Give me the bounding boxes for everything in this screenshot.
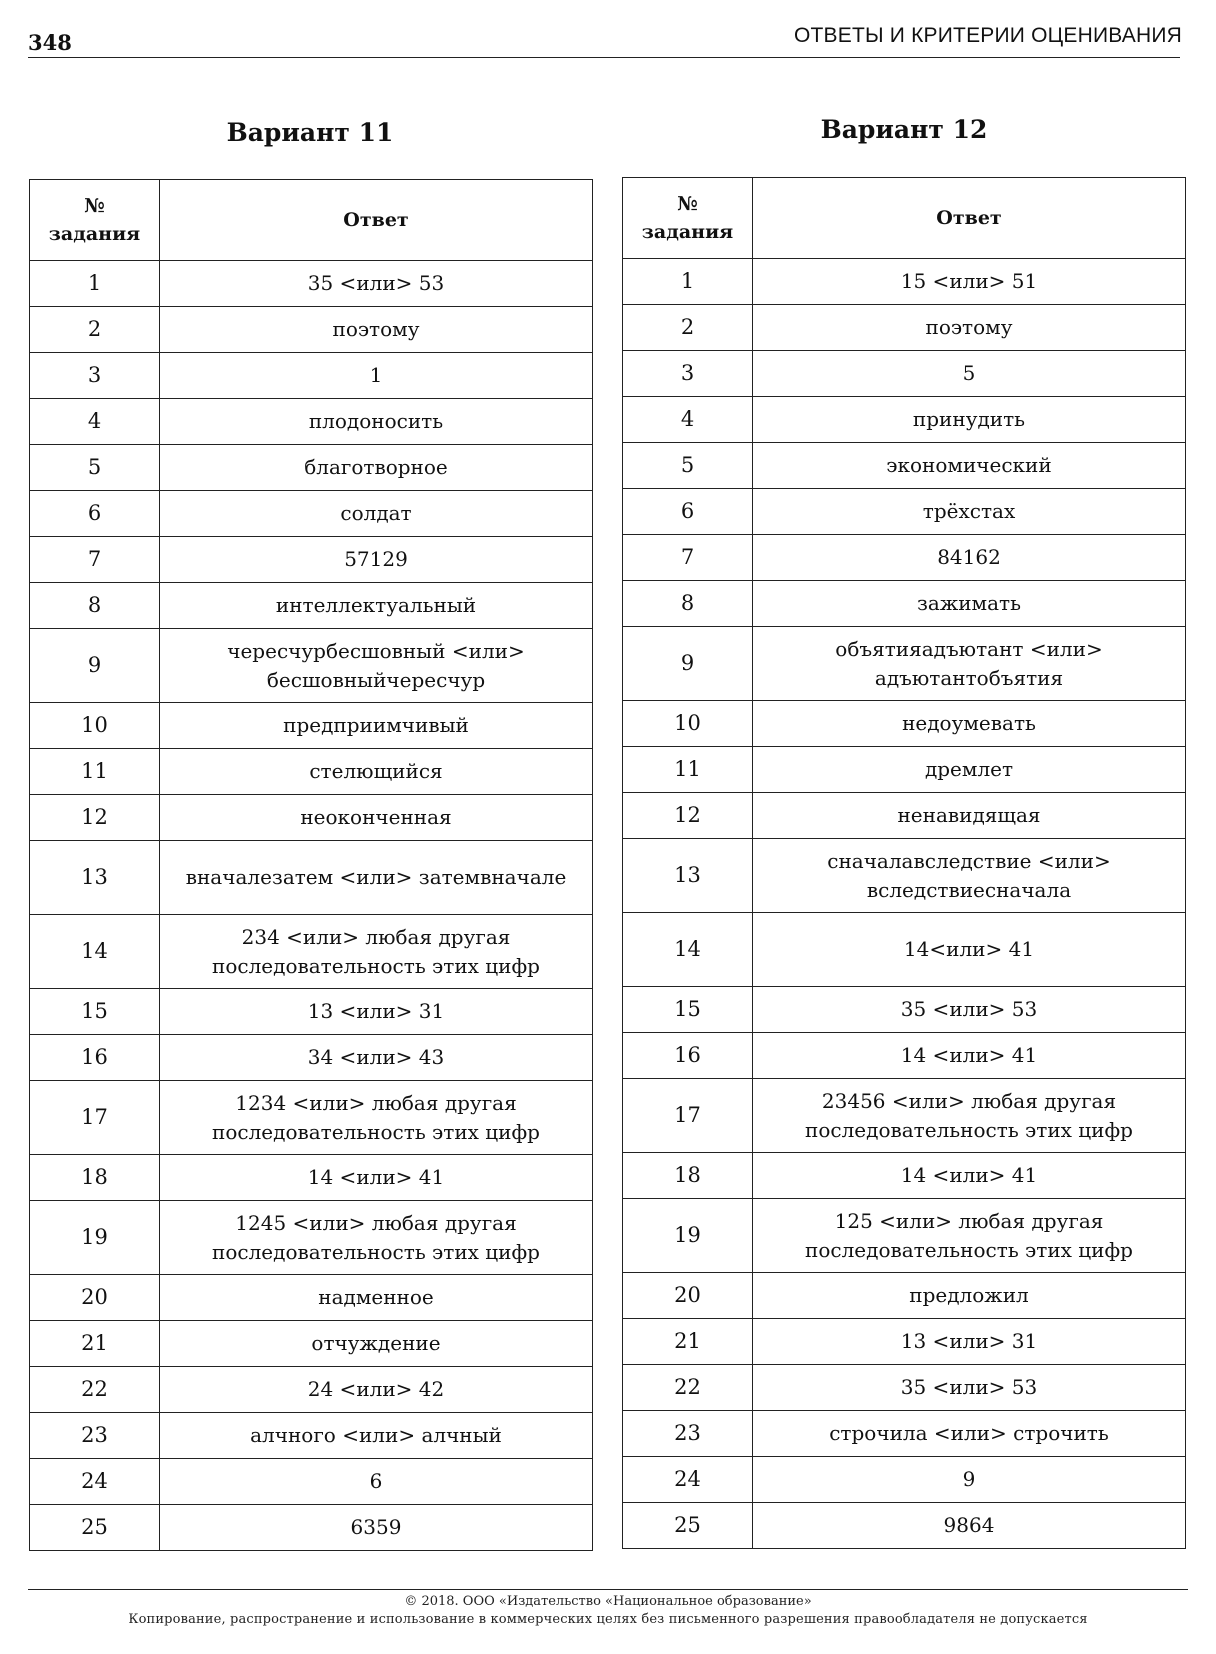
answer-cell: поэтому <box>753 305 1186 351</box>
task-number-cell: 24 <box>623 1457 753 1503</box>
table-row <box>30 915 593 989</box>
table-row <box>623 627 1186 701</box>
answer-cell: плодоносить <box>160 399 593 445</box>
variant-11-rows <box>30 261 593 1551</box>
task-number-header: № задания <box>30 180 160 261</box>
answer-cell: ненавидящая <box>753 793 1186 839</box>
table-row <box>30 537 593 583</box>
answer-cell: строчила <или> строчить <box>753 1411 1186 1457</box>
task-number-cell: 3 <box>623 351 753 397</box>
answer-cell: отчуждение <box>160 1321 593 1367</box>
answer-cell: 84162 <box>753 535 1186 581</box>
task-number-header: № задания <box>623 178 753 259</box>
task-number-cell: 16 <box>623 1033 753 1079</box>
variant-12-title: Вариант 12 <box>820 115 988 144</box>
table-row <box>30 841 593 915</box>
page-number: 348 <box>28 30 72 55</box>
task-number-cell: 18 <box>623 1153 753 1199</box>
task-number-cell: 1 <box>30 261 160 307</box>
answer-cell: принудить <box>753 397 1186 443</box>
answer-cell: сначалавследствие <или> вследствиесначала <box>753 839 1186 913</box>
table-row <box>623 305 1186 351</box>
table-row <box>623 259 1186 305</box>
task-number-cell: 21 <box>623 1319 753 1365</box>
task-number-cell: 6 <box>30 491 160 537</box>
answer-cell: 34 <или> 43 <box>160 1035 593 1081</box>
answer-cell: надменное <box>160 1275 593 1321</box>
answer-cell: 1234 <или> любая другая последовательность этих цифр <box>160 1081 593 1155</box>
answer-cell: предприимчивый <box>160 703 593 749</box>
task-number-cell: 14 <box>623 913 753 987</box>
task-number-cell: 15 <box>623 987 753 1033</box>
table-row <box>623 535 1186 581</box>
answer-cell: 13 <или> 31 <box>753 1319 1186 1365</box>
table-row <box>30 307 593 353</box>
table-row <box>30 1155 593 1201</box>
answer-cell: дремлет <box>753 747 1186 793</box>
task-number-cell: 20 <box>623 1273 753 1319</box>
answer-header: Ответ <box>753 178 1186 259</box>
task-number-cell: 1 <box>623 259 753 305</box>
answer-cell: 6 <box>160 1459 593 1505</box>
table-row <box>30 1275 593 1321</box>
answer-cell: чересчурбесшовный <или> бесшовныйчересчур <box>160 629 593 703</box>
table-row <box>623 1411 1186 1457</box>
table-row <box>623 1199 1186 1273</box>
task-number-cell: 11 <box>623 747 753 793</box>
task-number-cell: 3 <box>30 353 160 399</box>
task-number-cell: 13 <box>30 841 160 915</box>
variant-12-answer-table <box>622 177 1186 1549</box>
footer-rule <box>28 1589 1188 1590</box>
answer-cell: 6359 <box>160 1505 593 1551</box>
answer-cell: 125 <или> любая другая последовательность этих цифр <box>753 1199 1186 1273</box>
table-row <box>623 581 1186 627</box>
answer-cell: 14 <или> 41 <box>753 1153 1186 1199</box>
task-number-cell: 11 <box>30 749 160 795</box>
task-number-cell: 7 <box>623 535 753 581</box>
task-number-cell: 24 <box>30 1459 160 1505</box>
header-rule <box>28 57 1180 58</box>
answer-cell: недоумевать <box>753 701 1186 747</box>
table-row <box>623 1457 1186 1503</box>
answer-cell: интеллектуальный <box>160 583 593 629</box>
table-row <box>30 1035 593 1081</box>
task-number-cell: 16 <box>30 1035 160 1081</box>
task-number-cell: 2 <box>623 305 753 351</box>
table-row <box>30 1081 593 1155</box>
answer-cell: благотворное <box>160 445 593 491</box>
answer-cell: 234 <или> любая другая последовательность этих цифр <box>160 915 593 989</box>
table-row <box>30 353 593 399</box>
table-row <box>30 1321 593 1367</box>
footer-notice: Копирование, распространение и использование в коммерческих целях без письменного разрешения правообладателя не допускается <box>128 1612 1088 1627</box>
table-row <box>30 1201 593 1275</box>
task-number-cell: 20 <box>30 1275 160 1321</box>
variant-12-rows <box>623 259 1186 1549</box>
table-row <box>30 749 593 795</box>
table-row <box>623 397 1186 443</box>
task-number-cell: 5 <box>623 443 753 489</box>
variant-11-answer-table <box>29 179 593 1551</box>
task-number-cell: 18 <box>30 1155 160 1201</box>
task-number-cell: 10 <box>623 701 753 747</box>
table-row <box>623 701 1186 747</box>
answer-cell: неоконченная <box>160 795 593 841</box>
table-row <box>30 1459 593 1505</box>
task-number-cell: 10 <box>30 703 160 749</box>
table-row <box>623 1079 1186 1153</box>
answer-cell: 1245 <или> любая другая последовательность этих цифр <box>160 1201 593 1275</box>
table-row <box>623 1365 1186 1411</box>
answer-cell: 35 <или> 53 <box>160 261 593 307</box>
answer-cell: алчного <или> алчный <box>160 1413 593 1459</box>
answer-header: Ответ <box>160 180 593 261</box>
task-number-cell: 17 <box>623 1079 753 1153</box>
task-number-cell: 5 <box>30 445 160 491</box>
table-row <box>623 793 1186 839</box>
task-number-cell: 21 <box>30 1321 160 1367</box>
answer-cell: 14 <или> 41 <box>753 1033 1186 1079</box>
answer-cell: зажимать <box>753 581 1186 627</box>
table-row <box>623 443 1186 489</box>
answer-cell: 57129 <box>160 537 593 583</box>
answer-cell: экономический <box>753 443 1186 489</box>
task-number-cell: 12 <box>623 793 753 839</box>
table-row <box>623 1503 1186 1549</box>
task-number-cell: 7 <box>30 537 160 583</box>
variant-11-title: Вариант 11 <box>226 118 394 147</box>
answer-cell: 9864 <box>753 1503 1186 1549</box>
table-row <box>30 1505 593 1551</box>
task-number-cell: 25 <box>30 1505 160 1551</box>
table-row <box>623 747 1186 793</box>
task-number-cell: 15 <box>30 989 160 1035</box>
table-row <box>30 261 593 307</box>
task-number-cell: 9 <box>623 627 753 701</box>
task-number-cell: 23 <box>623 1411 753 1457</box>
task-number-cell: 8 <box>30 583 160 629</box>
table-row <box>623 1273 1186 1319</box>
answer-cell: стелющийся <box>160 749 593 795</box>
answer-cell: 13 <или> 31 <box>160 989 593 1035</box>
task-number-cell: 25 <box>623 1503 753 1549</box>
task-number-cell: 6 <box>623 489 753 535</box>
task-number-cell: 8 <box>623 581 753 627</box>
task-number-cell: 19 <box>30 1201 160 1275</box>
answer-cell: 9 <box>753 1457 1186 1503</box>
table-row <box>623 1153 1186 1199</box>
task-number-cell: 13 <box>623 839 753 913</box>
answer-cell: объятияадъютант <или> адъютантобъятия <box>753 627 1186 701</box>
answer-cell: 24 <или> 42 <box>160 1367 593 1413</box>
footer-copyright: © 2018. ООО «Издательство «Национальное образование» <box>404 1594 812 1609</box>
table-row <box>623 489 1186 535</box>
table-header-row <box>623 178 1186 259</box>
table-row <box>30 629 593 703</box>
table-row <box>623 351 1186 397</box>
table-header-row <box>30 180 593 261</box>
table-row <box>30 445 593 491</box>
table-row <box>30 703 593 749</box>
answer-cell: поэтому <box>160 307 593 353</box>
task-number-cell: 9 <box>30 629 160 703</box>
task-number-cell: 12 <box>30 795 160 841</box>
answer-cell: 15 <или> 51 <box>753 259 1186 305</box>
table-row <box>623 1319 1186 1365</box>
task-number-cell: 4 <box>30 399 160 445</box>
task-number-cell: 2 <box>30 307 160 353</box>
task-number-cell: 14 <box>30 915 160 989</box>
table-row <box>30 1413 593 1459</box>
task-number-cell: 17 <box>30 1081 160 1155</box>
answer-cell: солдат <box>160 491 593 537</box>
answer-cell: 14<или> 41 <box>753 913 1186 987</box>
answer-cell: 23456 <или> любая другая последовательность этих цифр <box>753 1079 1186 1153</box>
table-row <box>30 399 593 445</box>
table-row <box>30 795 593 841</box>
answer-cell: 5 <box>753 351 1186 397</box>
answer-cell: предложил <box>753 1273 1186 1319</box>
answer-cell: трёхстах <box>753 489 1186 535</box>
table-row <box>30 491 593 537</box>
table-row <box>30 989 593 1035</box>
task-number-cell: 4 <box>623 397 753 443</box>
table-row <box>623 839 1186 913</box>
answer-cell: 14 <или> 41 <box>160 1155 593 1201</box>
table-row <box>623 1033 1186 1079</box>
answer-cell: вначалезатем <или> затемвначале <box>160 841 593 915</box>
task-number-cell: 23 <box>30 1413 160 1459</box>
task-number-cell: 22 <box>30 1367 160 1413</box>
running-head: ОТВЕТЫ И КРИТЕРИИ ОЦЕНИВАНИЯ <box>793 24 1182 47</box>
task-number-cell: 19 <box>623 1199 753 1273</box>
answer-cell: 35 <или> 53 <box>753 987 1186 1033</box>
table-row <box>623 913 1186 987</box>
answer-cell: 35 <или> 53 <box>753 1365 1186 1411</box>
table-row <box>30 583 593 629</box>
table-row <box>623 987 1186 1033</box>
task-number-cell: 22 <box>623 1365 753 1411</box>
answer-cell: 1 <box>160 353 593 399</box>
table-row <box>30 1367 593 1413</box>
